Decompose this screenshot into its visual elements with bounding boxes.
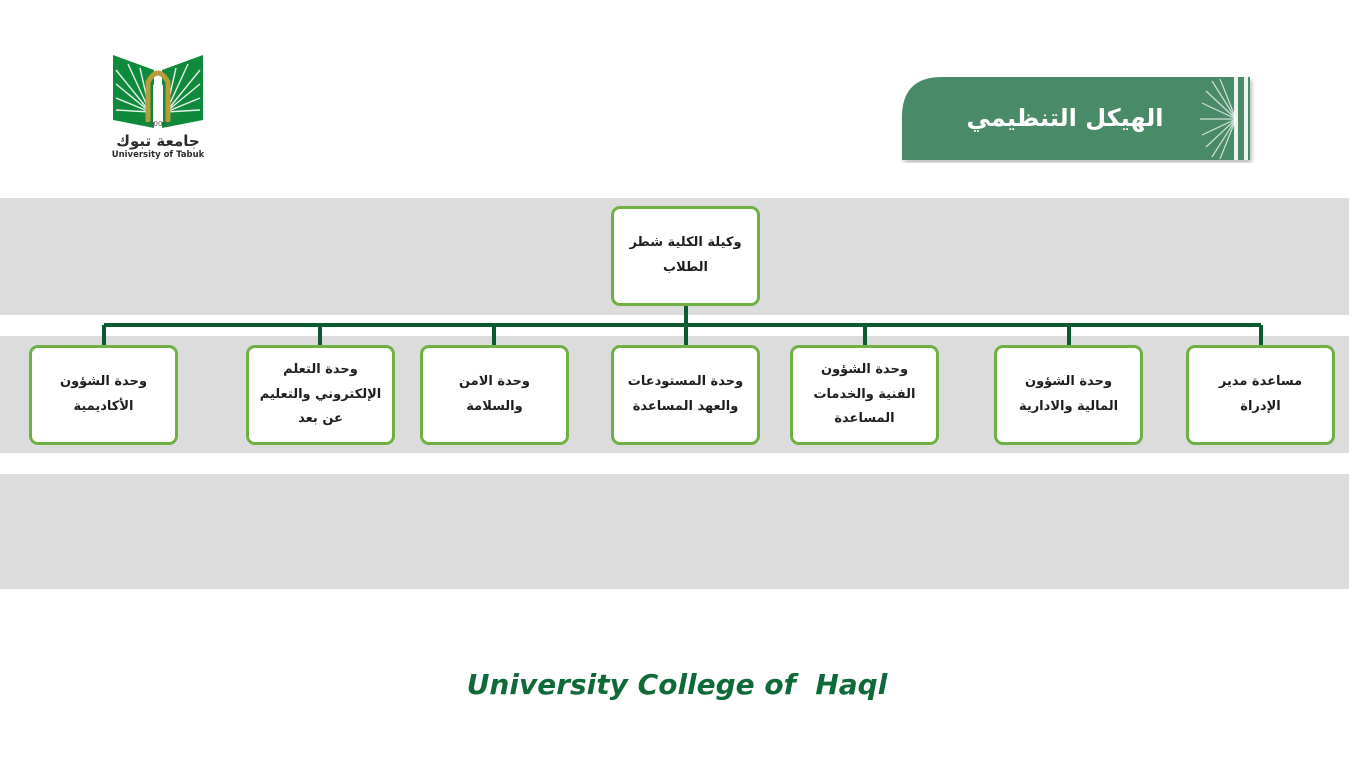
- page-title: الهيكل التنظيمي: [966, 104, 1164, 132]
- row-band-bottom: [0, 474, 1349, 589]
- logo-english-name: University of Tabuk: [111, 150, 205, 160]
- org-node-elearning: وحدة التعلم الإلكتروني والتعليم عن بعد: [246, 345, 395, 445]
- org-node-technical-services: وحدة الشؤون الفنية والخدمات المساعدة: [790, 345, 939, 445]
- org-node-root: وكيلة الكلية شطر الطلاب: [611, 206, 760, 306]
- org-node-security-safety: وحدة الامن والسلامة: [420, 345, 569, 445]
- logo-year: 2006: [149, 120, 167, 128]
- org-node-admin-assistant: مساعدة مدير الإدراة: [1186, 345, 1335, 445]
- org-node-finance-admin: وحدة الشؤون المالية والادارية: [994, 345, 1143, 445]
- title-banner: [900, 75, 1266, 163]
- university-logo: [110, 50, 206, 162]
- org-node-warehouses: وحدة المستودعات والعهد المساعدة: [611, 345, 760, 445]
- book-emblem-icon: [110, 50, 206, 130]
- org-node-academic-affairs: وحدة الشؤون الأكاديمية: [29, 345, 178, 445]
- logo-arabic-name: جامعة تبوك: [116, 132, 200, 150]
- footer-college-name: University College of Haql: [466, 668, 888, 701]
